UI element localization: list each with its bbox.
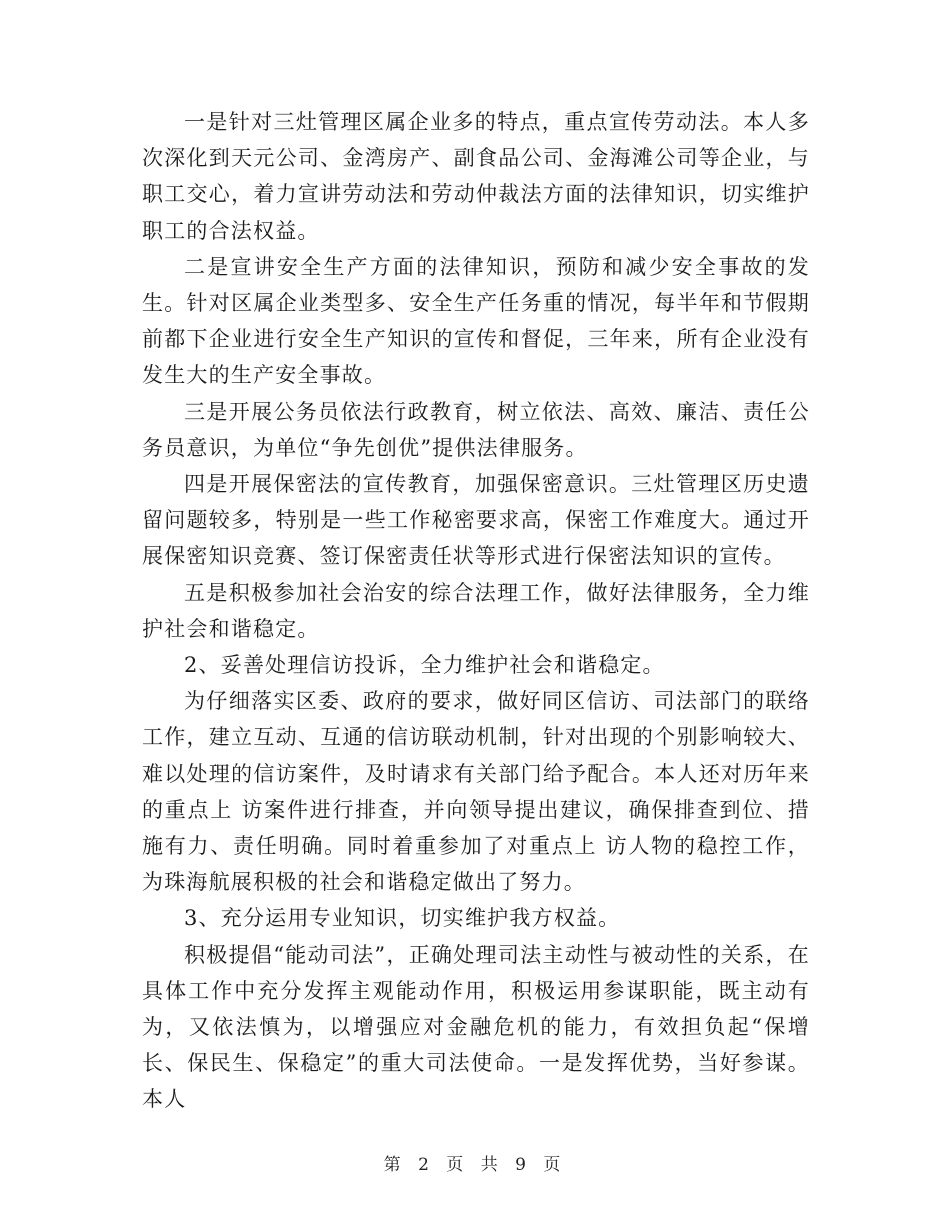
paragraph: 为仔细落实区委、政府的要求，做好同区信访、司法部门的联络工作，建立互动、互通的信访联动机制，针对出现的个别影响较大、难以处理的信访案件，及时请求有关部门给予配合。本人还对历年来的重点上 访案件进行排查，并向领导提出建议，确保排查到位、措施有力、责任明确。同时着重参加了对重点上 访人物的稳控工作，为珠海航展积极的社会和谐稳定做出了努力。 bbox=[142, 689, 810, 895]
paragraph: 二是宣讲安全生产方面的法律知识，预防和减少安全事故的发生。针对区属企业类型多、安全生产任务重的情况，每半年和节假期前都下企业进行安全生产知识的宣传和督促，三年来，所有企业没有发生大的生产安全事故。 bbox=[142, 254, 810, 388]
section-heading: 2、妥善处理信访投诉，全力维护社会和谐稳定。 bbox=[184, 653, 665, 678]
page-number-footer: 第 2 页 共 9 页 bbox=[383, 1155, 567, 1175]
paragraph: 四是开展保密法的宣传教育，加强保密意识。三灶管理区历史遗留问题较多，特别是一些工作秘密要求高，保密工作难度大。通过开展保密知识竞赛、签订保密责任状等形式进行保密法知识的宣传。 bbox=[142, 472, 810, 569]
paragraph: 一是针对三灶管理区属企业多的特点，重点宣传劳动法。本人多次深化到天元公司、金湾房产、副食品公司、金海滩公司等企业，与职工交心，着力宣讲劳动法和劳动仲裁法方面的法律知识，切实维护职工的合法权益。 bbox=[142, 110, 810, 243]
paragraph: 三是开展公务员依法行政教育，树立依法、高效、廉洁、责任公务员意识，为单位“争先创优”提供法律服务。 bbox=[142, 399, 810, 460]
paragraph: 积极提倡“能动司法”，正确处理司法主动性与被动性的关系，在具体工作中充分发挥主观能动作用，积极运用参谋职能，既主动有为，又依法慎为，以增强应对金融危机的能力，有效担负起“保增长、保民生、保稳定”的重大司法使命。一是发挥优势，当好参谋。本人 bbox=[142, 942, 810, 1112]
section-heading: 3、充分运用专业知识，切实维护我方权益。 bbox=[184, 906, 621, 931]
document-body bbox=[142, 104, 810, 1118]
paragraph: 五是积极参加社会治安的综合法理工作，做好法律服务，全力维护社会和谐稳定。 bbox=[142, 580, 810, 641]
